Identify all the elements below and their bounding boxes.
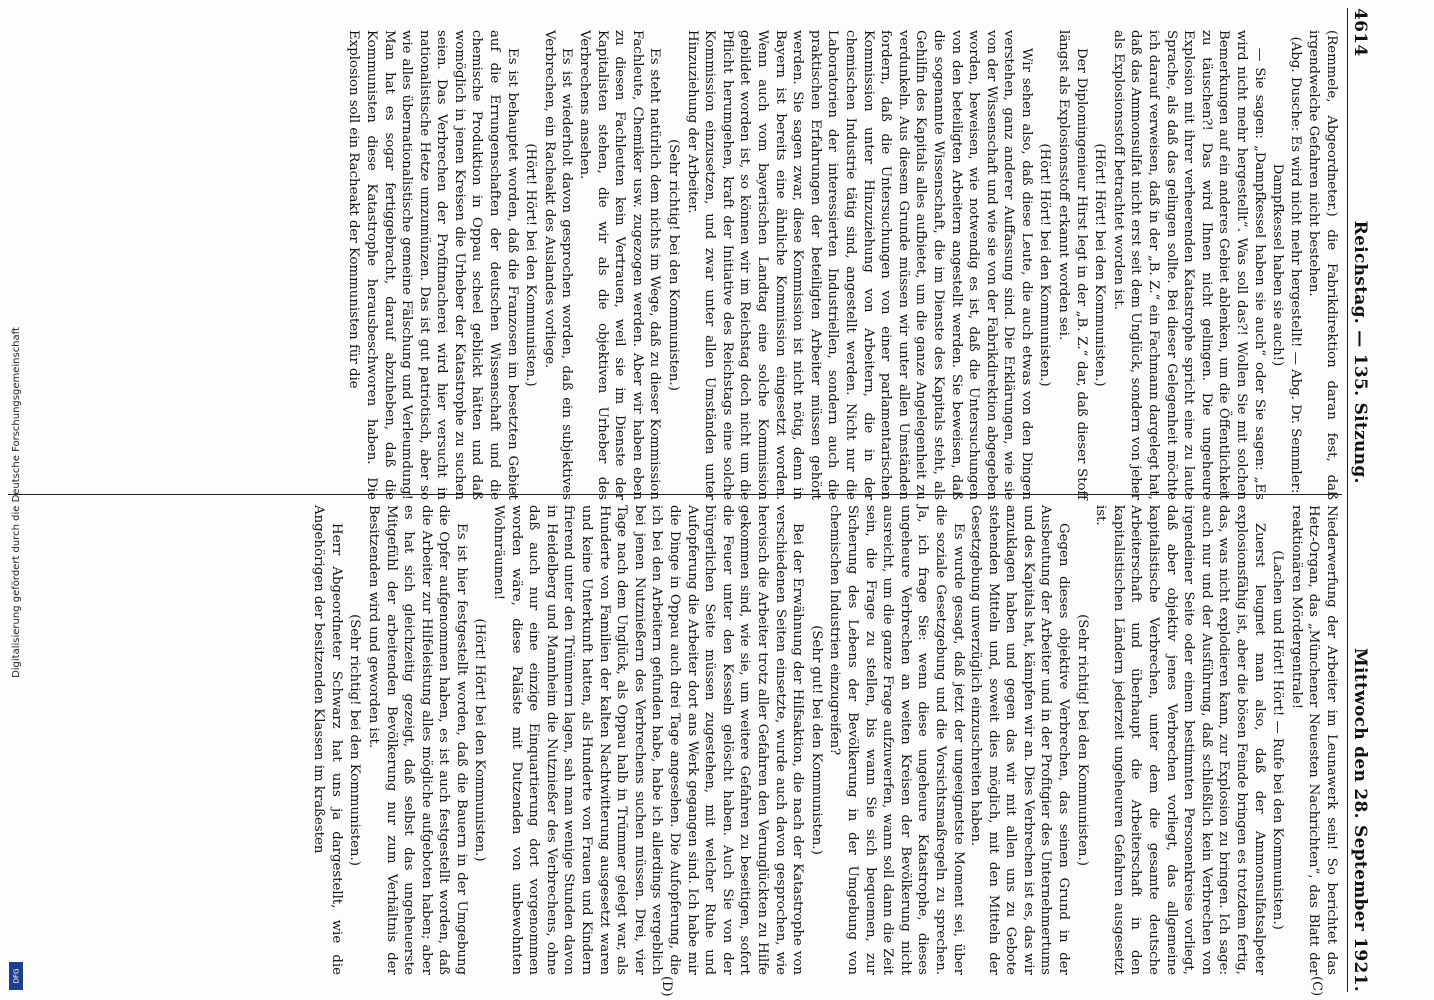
paragraph: — Sie sagen: „Dampfkessel haben sie auch“ oder Sie sagen: „Es wird nicht mehr hergestellt“. Was soll das?! Wollen Sie mit solchen Bemerkungen auf ein anderes Gebiet ablenken, um die Öffentlichkeit zu täuschen?! Das wird Ihnen nicht gelingen. Die ungeheure Explosion mit ihrer verheerenden Katastrophe spricht eine zu laute Sprache, als daß das gelingen sollte. Bei dieser Gelegenheit möchte ich darauf verweisen, daß in der „B. Z.“ ein Fachmann dargelegt hat, daß das Ammonsulfat nicht erst seit dem Unglück, sondern von jeher als Explosionsstoff betrachtet worden ist. <box>1110 30 1267 500</box>
digitization-credit <box>8 8 24 996</box>
interjection: (Sehr richtig! bei den Kommunisten.) <box>1074 614 1090 866</box>
paragraph: Niederwerfung der Arbeiter im Leunawerk sein! So berichtet das Hetz-Organ, das „Münchener Neuesten Nachrichten“, das Blatt der reaktionären Mördergentrale! <box>1288 505 1339 975</box>
interjection: (Lachen und Hört! Hört! — Rufe bei den Kommunisten.) <box>1270 550 1286 930</box>
paragraph: Zuerst leugnet man also, daß der Ammonsulfatsalpeter explosionsfähig ist, aber die bösen Feinde bringen es trotzdem fertig, das, was nicht explodieren kann, zur Explosion zu bringen. Ich sage: auch nur und der Ausführung, daß schließlich kein Verbrechen von irgendeiner Seite oder einem bestimmten Personenkreise vorliegt, daß aber objektiv jenes Verbrechen vorliegt, das allgemeine kapitalistische Verbrechen, unter dem die gesamte deutsche Arbeiterschaft und überhaupt die Arbeiterschaft in den kapitalistischen Ländern jederzeit ungeheuren Gefahren ausgesetzt ist. <box>1093 505 1267 975</box>
header-title: Reichstag. — 135. Sitzung. <box>1350 220 1370 484</box>
paragraph: Wir sehen also, daß diese Leute, die auch etwas von den Dingen verstehen, ganz anderer Auffassung sind. Die Erklärungen, wie sie von der Wissenschaft und wie sie von der Fabrikdirektion abgegeben worden, beweisen, wie notwendig es ist, daß die Untersuchungen von den beteiligten Arbeitern angestellt werden. Sie beweisen, daß die sogenannte Wissenschaft, die im Dienste des Kapitals steht, als Gehilfin des Kapitals alles aufbietet, um die ganze Angelegenheit zu verdunkeln. Aus diesem Grunde müssen wir unter allen Umständen fordern, daß die Untersuchungen von einer parlamentarischen Kommission unter Hinzuziehung von Arbeitern, die in der chemischen Industrie tätig sind, angestellt werden. Nicht nur die Laboratorien der interessierten Industriellen, sondern auch die praktischen Erfahrungen der beteiligten Arbeiter müssen gehört werden. Sie sagen zwar, diese Kommission ist nicht nötig, denn in Bayern ist bereits eine ähnliche Kommission eingesetzt worden. Wenn auch vom bayerischen Landtag eine solche Kommission gebildet worden ist, so können wir im Reichstag doch nicht um die Pflicht herumgehen, kraft der Initiative des Reichstags eine solche Kommission einzusetzen, und zwar unter allen Umständen unter Hinzuziehung der Arbeiter. <box>684 30 1034 500</box>
margin-mark-c: (C) <box>1309 976 1324 997</box>
paragraph: Es ist hier festgestellt worden, daß die Bauern in der Umgebung die Opfer aufgenommen haben, es ist auch festgestellt worden, daß die Arbeiter zur Hilfeleistung alles mögliche aufgeboten haben; aber es hat sich gleichzeitig gezeigt, daß selbst das ungeheuerste Mitgefühl der arbeitenden Bevölkerung nur zum Verhältnis der Besitzenden wird und geworden ist. <box>365 505 469 975</box>
paragraph: Es ist wiederholt davon gesprochen worden, daß ein subjektives Verbrechen, ein Racheakt des Auslandes vorliege. <box>541 30 575 500</box>
right-column <box>310 505 1340 975</box>
paragraph: Es steht natürlich dem nichts im Wege, daß zu dieser Kommission Fachleute, Chemiker usw. zugezogen werden. Aber wir haben eben zu diesen Fachleuten kein Vertrauen, weil sie im Dienste der Kapitalisten stehen, die wir als die objektiven Urheber des Verbrechens ansehen. <box>577 30 663 500</box>
left-column <box>345 30 1340 500</box>
paragraph: (Remmele, Abgeordneter.) die Fabrikdirektion daran fest, daß irgendwelche Gefahren nicht bestehen. <box>1306 30 1339 500</box>
paragraph: Herr Abgeordneter Schwarz hat uns ja dargestellt, wie die Angehörigen der besitzenden Klassen im kraßesten <box>311 505 344 975</box>
dfg-logo-text: DFG <box>12 968 20 984</box>
interjection: (Sehr richtig! bei den Kommunisten.) <box>666 139 682 391</box>
column-divider <box>8 494 1342 495</box>
interjection: (Hört! Hört! bei den Kommunisten.) <box>523 143 539 387</box>
interjection: (Hört! Hört! bei den Kommunisten.) <box>1037 143 1053 387</box>
credit-text: Digitalisierung gefördert durch die Deutsche Forschungsgemeinschaft <box>10 326 22 678</box>
paragraph: Der Diplomingenieur Hirst legt in der „B. Z.“ dar, daß dieser Stoff längst als Explosionsstoff erkannt worden sei. <box>1056 30 1089 500</box>
dfg-logo <box>9 962 23 990</box>
interjection: (Abg. Dusche: Es wird nicht mehr hergestellt! — Abg. Dr. Semmler: Dampfkessel haben sie auch!) <box>1270 36 1303 494</box>
margin-mark-d: (D) <box>659 976 674 997</box>
paragraph: Bei der Erwähnung der Hilfsaktion, die nach der Katastrophe von verschiedenen Seiten einsetzte, wurde auch davon gesprochen, wie heroisch die Arbeiter trotz aller Gefahren den Verunglückten zu Hilfe gekommen sind, wie sie, um weitere Gefahren zu beseitigen, sofort die Feuer unter den Kesseln gelöscht haben. Auch Sie von der bürgerlichen Seite müssen zugestehen, mit welcher Ruhe und Aufopferung die Arbeiter dort ans Werk gegangen sind. Ich habe mir die Dinge in Oppau auch drei Tage angesehen. Die Aufopferung, die ich bei den Arbeitern gefunden habe, habe ich allerdings vergeblich bei jenen Nutznießern des Verbrechens suchen müssen. Drei, vier Tage nach dem Unglück, als Oppau halb in Trümmer gelegt war, als Hunderte von Familien der kalten Nachtwitterung ausgesetzt waren und keine Unterkunft hatten, als Hunderte von Frauen und Kindern frierend unter den Trümmern lagen, sah man wenige Stunden davon in Heidelberg und Mannheim die Nutznießer des Verbrechens, ohne daß auch nur eine einzige Einquartierung dort vorgenommen worden wäre, diese Paläste mit Dutzenden von unbewohnten Wohnräumen! <box>491 505 806 975</box>
interjection: (Hört! Hört! bei den Kommunisten.) <box>1092 143 1108 387</box>
paragraph: Gegen dieses objektive Verbrechen, das seinen Grund in der Ausbeutung der Arbeiter und in der Profitgier des Unternehmertums und des Kapitals hat, kämpfen wir an. Dies Verbrechen ist es, das wir anzuklagen haben und gegen das wir mit allen uns zu Gebote stehenden Mitteln und, soweit dies möglich, mit den Mitteln der Gesetzgebung unverzüglich einzuschreiten haben. <box>968 505 1072 975</box>
interjection: (Sehr richtig! bei den Kommunisten.) <box>347 614 363 866</box>
page-header <box>1347 8 1378 992</box>
interjection: (Sehr gut! bei den Kommunisten.) <box>808 625 824 855</box>
paragraph: Es wurde gesagt, daß jetzt der ungeeignetste Moment sei, über die soziale Gesetzgebung und die Vorsichtsmaßregeln zu sprechen. Ja, ich frage Sie: wenn diese ungeheure Katastrophe, dieses ungeheure Verbrechen an weiten Kreisen der Bevölkerung nicht ausreicht, um die ganze Frage aufzuwerfen, wann soll dann die Zeit sein, die Frage zu stellen, bis wann Sie sich bequemen, zur Sicherung des Lebens der Bevölkerung in der Umgebung von chemischen Industrien einzugreifen? <box>827 505 966 975</box>
paragraph: Es ist behauptet worden, daß die Franzosen im besetzten Gebiet auf die Errungenschaften der deutschen Wissenschaft und die chemische Produktion in Oppau scheel geblickt hätten und daß womöglich in jenen Kreisen die Urheber der Katastrophe zu suchen seien. Das Verbrechen der Profitmacherei wird hier versucht in nationalistische Hetze umzumünzen. Das ist gut patriotisch, aber so wie alles übernationalistische gemeine Fälschung und Verleumdung! Man hat es sogar fertiggebracht, darauf abzuheben, daß die Kommunisten diese Katastrophe herausbeschworen haben. Die Explosion soll ein Racheakt der Kommunisten für die <box>346 30 520 500</box>
interjection: (Hört! Hört! bei den Kommunisten.) <box>472 618 488 862</box>
header-date: Mittwoch den 28. September 1921. <box>1350 647 1370 992</box>
page-number: 4614 <box>1350 8 1370 57</box>
